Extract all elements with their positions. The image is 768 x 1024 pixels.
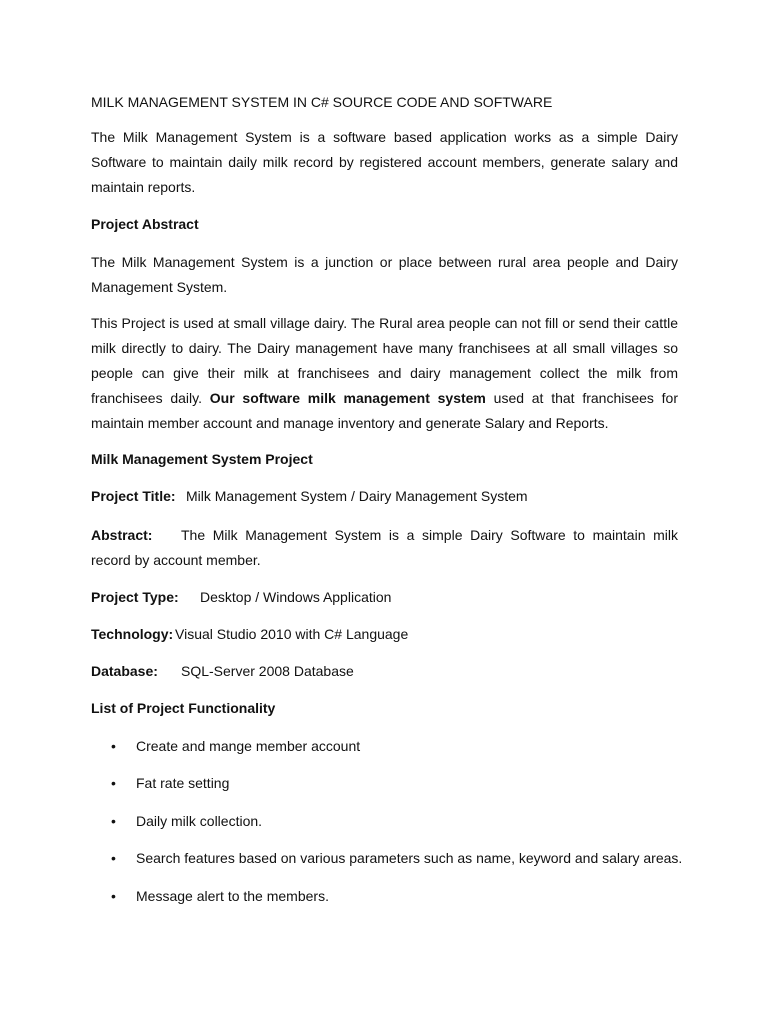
abstract-paragraph-2 [91,311,678,436]
bullet-icon: • [111,775,116,791]
technology-value: Visual Studio 2010 with C# Language [175,626,409,642]
project-title-field [91,484,678,509]
intro-paragraph: The Milk Management System is a software based application works as a simple Dairy Software to maintain daily milk record by registered account members, generate salary and maintain reports. [91,129,678,195]
database-field [91,659,678,684]
abstract-paragraph-2-bold: Our software milk management system [209,390,486,406]
abstract-paragraph-1: The Milk Management System is a junction or place between rural area people and Dairy Management System. [91,254,678,295]
document-title: MILK MANAGEMENT SYSTEM IN C# SOURCE CODE AND SOFTWARE [91,94,553,110]
database-label: Database: [91,663,158,679]
project-title-label: Project Title: [91,488,176,504]
database-value: SQL-Server 2008 Database [181,663,354,679]
abstract-paragraph-2-text-a: This Project is used at small village dairy. The Rural area people can not fill or send their cattle milk directly to dairy. The Dairy management have many franchisees at all small villages so people can give their milk at franchisees and dairy management collect the milk from franchisees daily. [91,315,678,406]
bullet-icon: • [111,888,116,904]
project-title-value: Milk Management System / Dairy Management System [186,488,528,504]
project-heading: Milk Management System Project [91,451,313,467]
project-type-value: Desktop / Windows Application [200,589,392,605]
abstract-value: The Milk Management System is a simple Dairy Software to maintain milk record by account member. [91,527,678,568]
abstract-paragraph-2-text-b: used at that franchisees for maintain member account and manage inventory and generate Salary and Reports. [91,390,679,431]
technology-label: Technology: [91,626,174,642]
abstract-field [91,523,678,573]
abstract-label: Abstract: [91,527,153,543]
bullet-icon: • [111,850,116,866]
list-item-text: Fat rate setting [136,775,230,791]
abstract-heading: Project Abstract [91,216,199,232]
bullet-icon: • [111,738,116,754]
functionality-heading: List of Project Functionality [91,700,276,716]
project-type-field [91,585,678,610]
technology-field [91,622,678,647]
list-item-text: Create and mange member account [136,738,361,754]
list-item-text: Message alert to the members. [136,888,329,904]
bullet-icon: • [111,813,116,829]
project-type-label: Project Type: [91,589,179,605]
list-item-text: Daily milk collection. [136,813,263,829]
list-item-text: Search features based on various parameters such as name, keyword and salary areas. [136,850,683,866]
